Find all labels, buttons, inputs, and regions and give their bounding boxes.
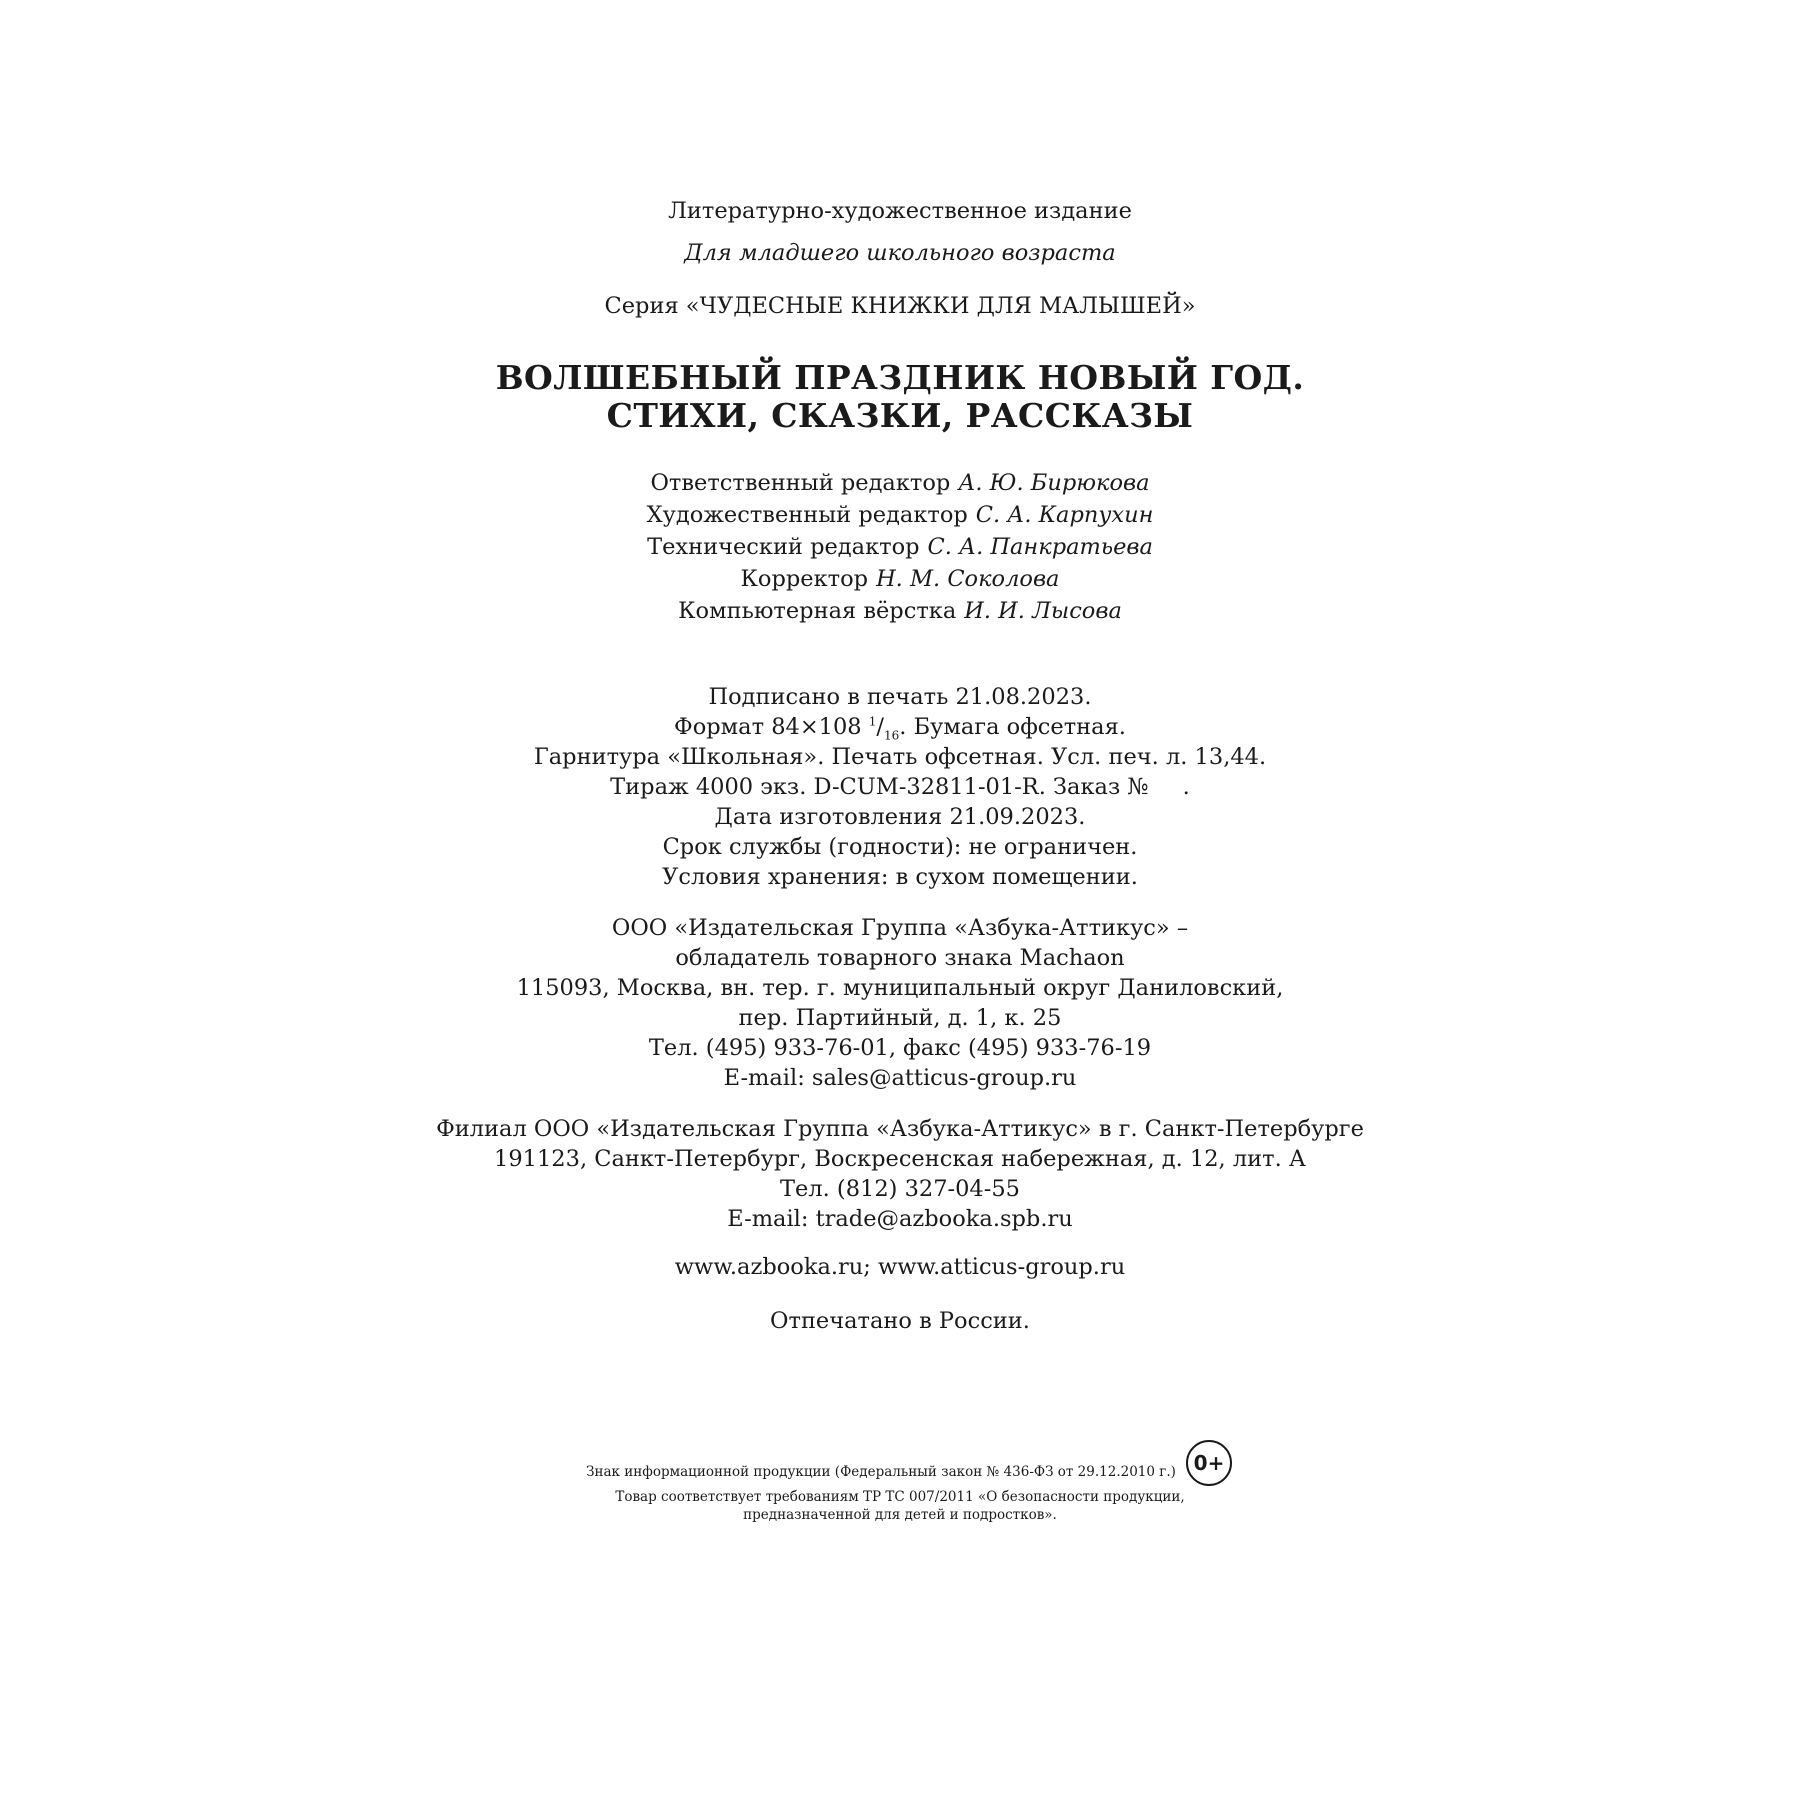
run-line: Тираж 4000 экз. D-CUM-32811-01-R. Заказ № .: [610, 774, 1190, 800]
branch-email: E-mail: trade@azbooka.spb.ru: [727, 1206, 1073, 1232]
series: Серия «ЧУДЕСНЫЕ КНИЖКИ ДЛЯ МАЛЫШЕЙ»: [604, 293, 1196, 319]
publisher-line: обладатель товарного знака Machaon: [675, 945, 1125, 971]
credit-role: Художественный редактор: [646, 502, 968, 528]
credit-name: Н. М. Соколова: [876, 566, 1060, 592]
manufacture-date: Дата изготовления 21.09.2023.: [714, 804, 1086, 830]
credit-role: Корректор: [740, 566, 869, 592]
credit-role: Технический редактор: [647, 534, 920, 560]
credit-name: С. А. Панкратьева: [927, 534, 1153, 560]
publisher-address: 115093, Москва, вн. тер. г. муниципальный округ Даниловский,: [516, 975, 1284, 1001]
age-rating-badge: 0+: [1186, 1440, 1232, 1486]
printed-in: Отпечатано в России.: [770, 1308, 1030, 1334]
edition-type: Литературно-художественное издание: [668, 198, 1132, 224]
compliance-line: предназначенной для детей и подростков».: [743, 1507, 1057, 1523]
branch-line: Филиал ООО «Издательская Группа «Азбука-Аттикус» в г. Санкт-Петербурге: [436, 1116, 1364, 1142]
credit-role: Ответственный редактор: [650, 470, 951, 496]
websites: www.azbooka.ru; www.atticus-group.ru: [674, 1254, 1126, 1280]
publisher-phone: Тел. (495) 933-76-01, факс (495) 933-76-19: [648, 1035, 1152, 1061]
credit-row: [0, 468, 1800, 498]
signed-date: Подписано в печать 21.08.2023.: [708, 684, 1092, 710]
typeface-line: Гарнитура «Школьная». Печать офсетная. Усл. печ. л. 13,44.: [533, 744, 1267, 770]
credit-row: [0, 564, 1800, 594]
format-line: Формат 84×108 $^1/_{16}$. Бумага офсетная.: [674, 714, 1126, 743]
credit-name: С. А. Карпухин: [975, 502, 1154, 528]
credit-name: А. Ю. Бирюкова: [958, 470, 1150, 496]
branch-address: 191123, Санкт-Петербург, Воскресенская набережная, д. 12, лит. А: [494, 1146, 1306, 1172]
compliance-line: Товар соответствует требованиям ТР ТС 007/2011 «О безопасности продукции,: [615, 1489, 1185, 1505]
credit-row: [0, 596, 1800, 626]
branch-phone: Тел. (812) 327-04-55: [780, 1176, 1020, 1202]
storage-conditions: Условия хранения: в сухом помещении.: [662, 864, 1138, 890]
credit-row: [0, 500, 1800, 530]
book-title-line1: ВОЛШЕБНЫЙ ПРАЗДНИК НОВЫЙ ГОД.: [495, 358, 1305, 397]
shelf-life: Срок службы (годности): не ограничен.: [662, 834, 1138, 860]
credit-role: Компьютерная вёрстка: [678, 598, 957, 624]
audience: Для младшего школьного возраста: [684, 240, 1116, 266]
info-sign-text: Знак информационной продукции (Федеральный закон № 436-ФЗ от 29.12.2010 г.): [586, 1464, 1176, 1480]
publisher-address: пер. Партийный, д. 1, к. 25: [738, 1005, 1062, 1031]
publisher-line: ООО «Издательская Группа «Азбука-Аттикус» –: [611, 915, 1189, 941]
book-title-line2: СТИХИ, СКАЗКИ, РАССКАЗЫ: [606, 396, 1194, 435]
credit-name: И. И. Лысова: [964, 598, 1122, 624]
publisher-email: E-mail: sales@atticus-group.ru: [723, 1065, 1077, 1091]
credit-row: [0, 532, 1800, 562]
